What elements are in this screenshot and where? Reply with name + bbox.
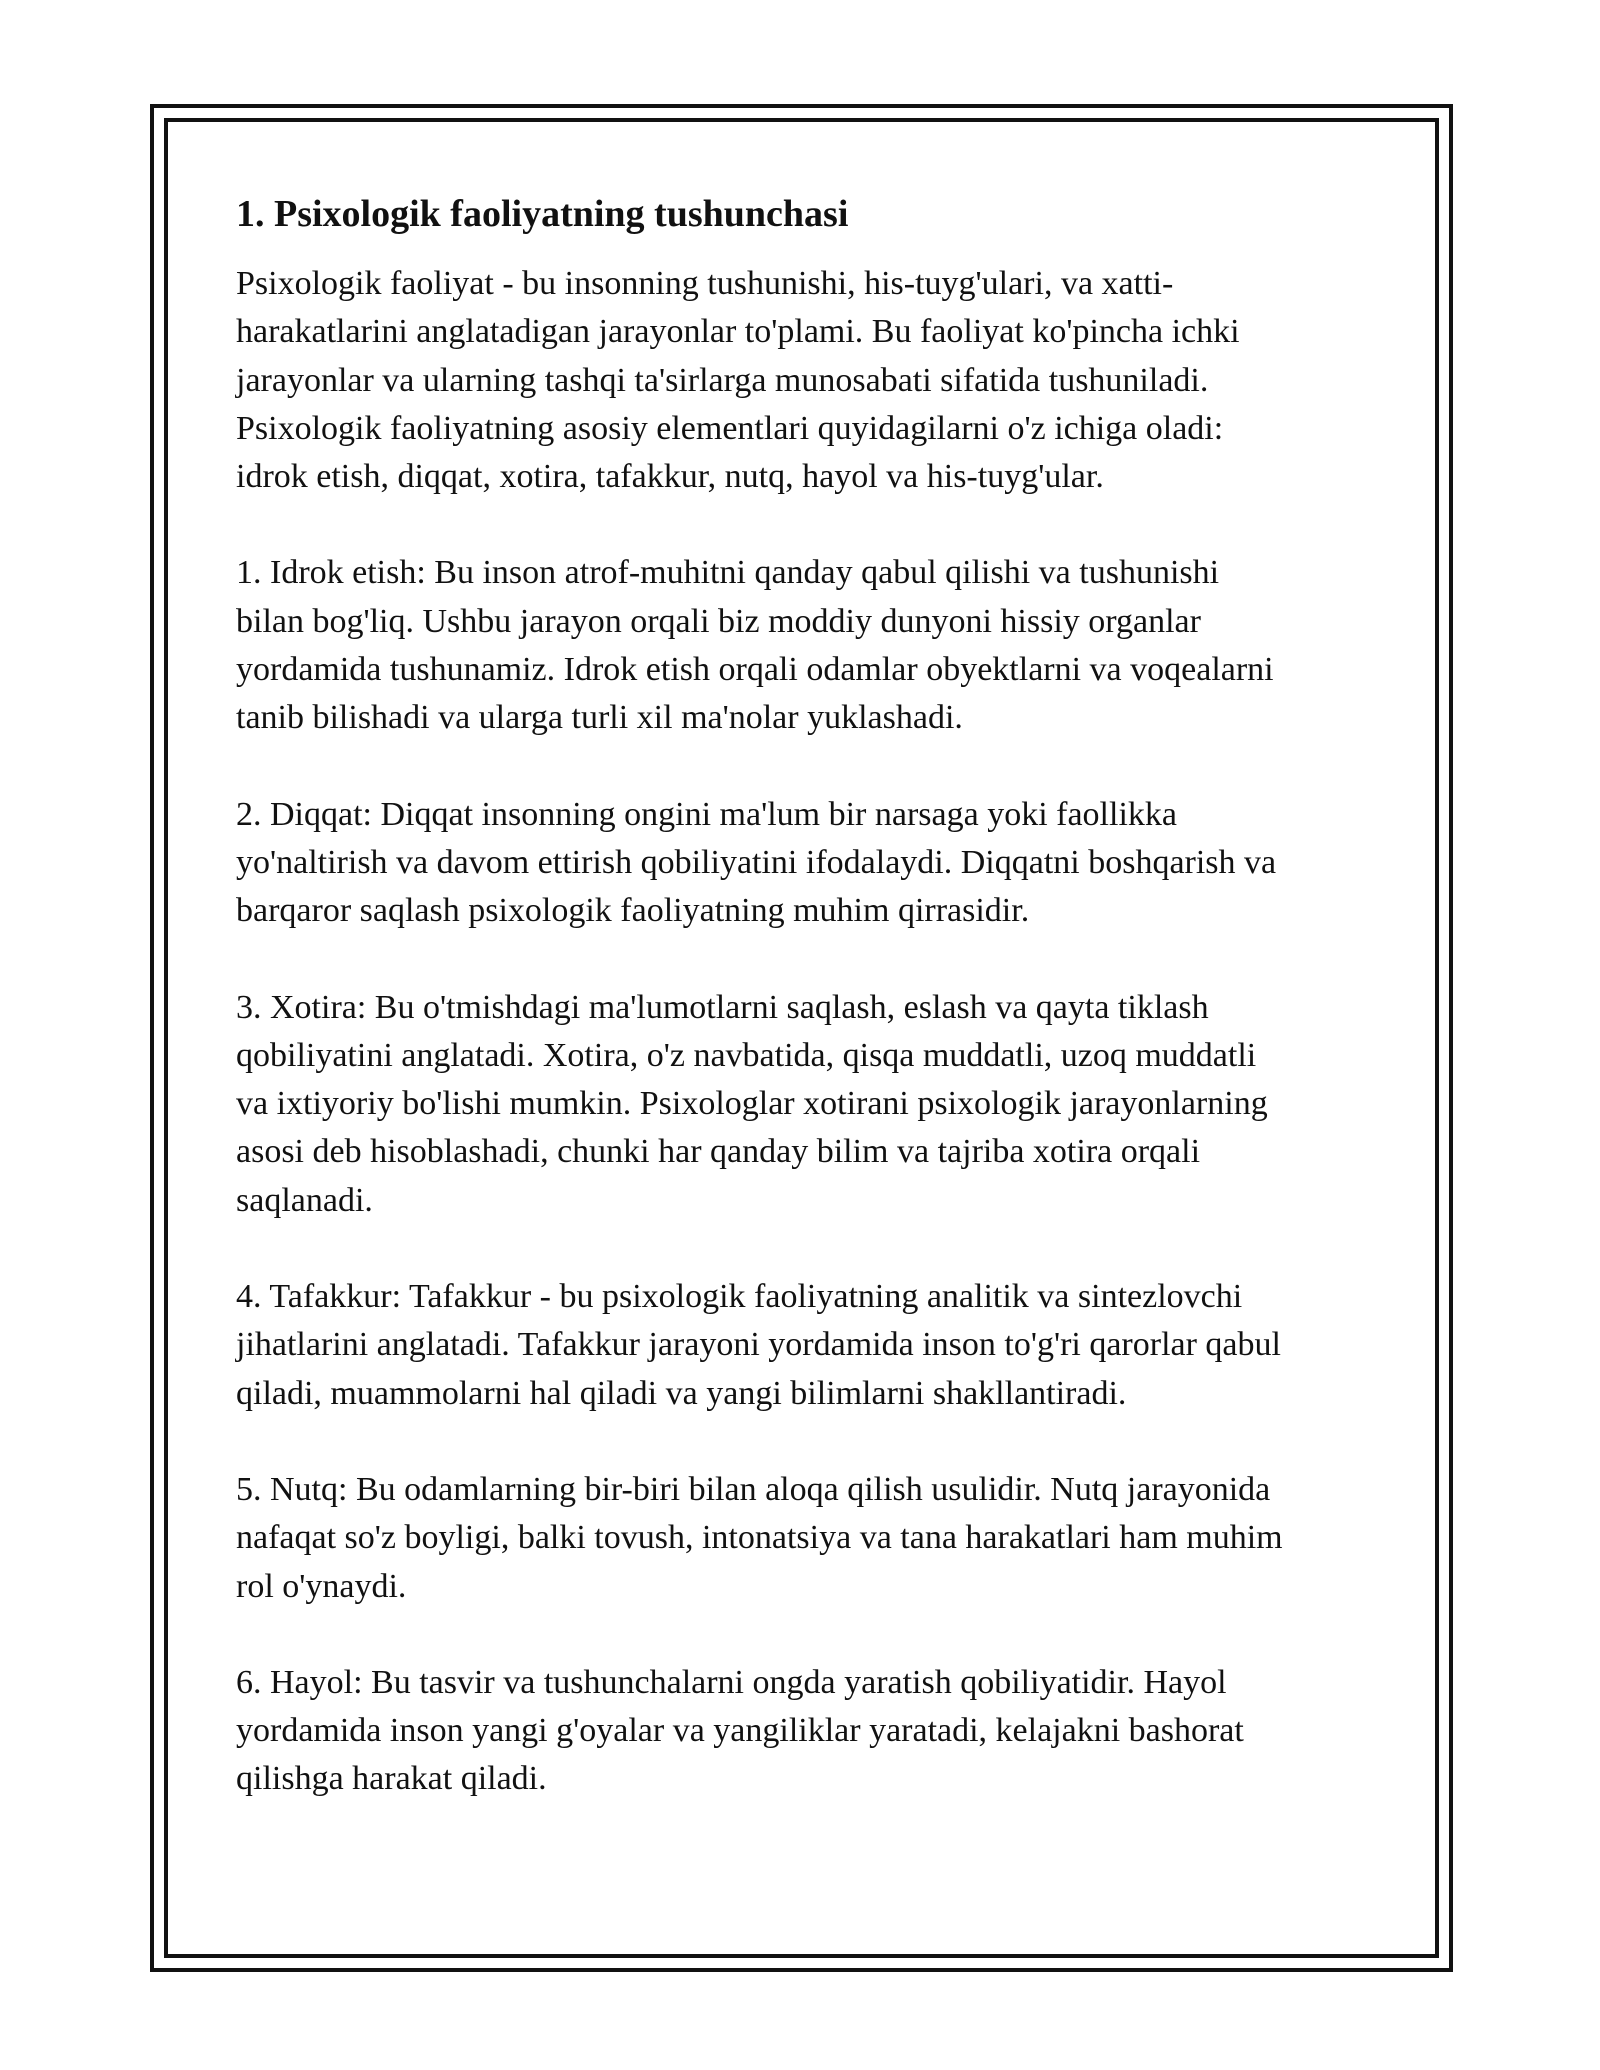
section-heading: 1. Psixologik faoliyatning tushunchasi [236, 193, 849, 235]
paragraph-hayol: 6. Hayol: Bu tasvir va tushunchalarni ongda yaratish qobiliyatidir. Hayol yordamida inson yangi g'oyalar va yangiliklar yaratadi, kelajakni bashorat qilishga harakat qiladi. [236, 1663, 1244, 1798]
paragraph-nutq: 5. Nutq: Bu odamlarning bir-biri bilan aloqa qilish usulidir. Nutq jarayonida nafaqat so'z boyligi, balki tovush, intonatsiya va tana harakatlari ham muhim rol o'ynaydi. [236, 1470, 1283, 1605]
document-body [236, 186, 1376, 1852]
paragraph-diqqat: 2. Diqqat: Diqqat insonning ongini ma'lum bir narsaga yoki faollikka yo'naltirish va davom ettirish qobiliyatini ifodalaydi. Diqqatni boshqarish va barqaror saqlash psixologik faoliyatning muhim qirrasidir. [236, 795, 1277, 930]
paragraph-tafakkur: 4. Tafakkur: Tafakkur - bu psixologik faoliyatning analitik va sintezlovchi jihatlarini anglatadi. Tafakkur jarayoni yordamida inson to'g'ri qarorlar qabul qiladi, muammolarni hal qiladi va yangi bilimlarni shakllantiradi. [236, 1278, 1281, 1412]
intro-paragraph: Psixologik faoliyat - bu insonning tushunishi, his-tuyg'ulari, va xatti- harakatlarini anglatadigan jarayonlar to'plami. Bu faoliyat ko'pincha ichki jarayonlar va ularning tashqi ta'sirlarga munosabati sifatida tushuniladi. Psixologik faoliyatning asosiy elementlari quyidagilarni o'z ichiga oladi: idrok etish, diqqat, xotira, tafakkur, nutq, hayol va his-tuyg'ular. [236, 265, 1240, 496]
paragraph-idrok-etish: 1. Idrok etish: Bu inson atrof-muhitni qanday qabul qilishi va tushunishi bilan bog'liq. Ushbu jarayon orqali biz moddiy dunyoni hissiy organlar yordamida tushunamiz. Idrok etish orqali odamlar obyektlarni va voqealarni tanib bilishadi va ularga turli xil ma'nolar yuklashadi. [236, 554, 1274, 737]
paragraph-xotira: 3. Xotira: Bu o'tmishdagi ma'lumotlarni saqlash, eslash va qayta tiklash qobiliyatini anglatadi. Xotira, o'z navbatida, qisqa muddatli, uzoq muddatli va ixtiyoriy bo'lishi mumkin. Psixologlar xotirani psixologik jarayonlarning asosi deb hisoblashadi, chunki har qanday bilim va tajriba xotira orqali saqlanadi. [236, 988, 1268, 1219]
